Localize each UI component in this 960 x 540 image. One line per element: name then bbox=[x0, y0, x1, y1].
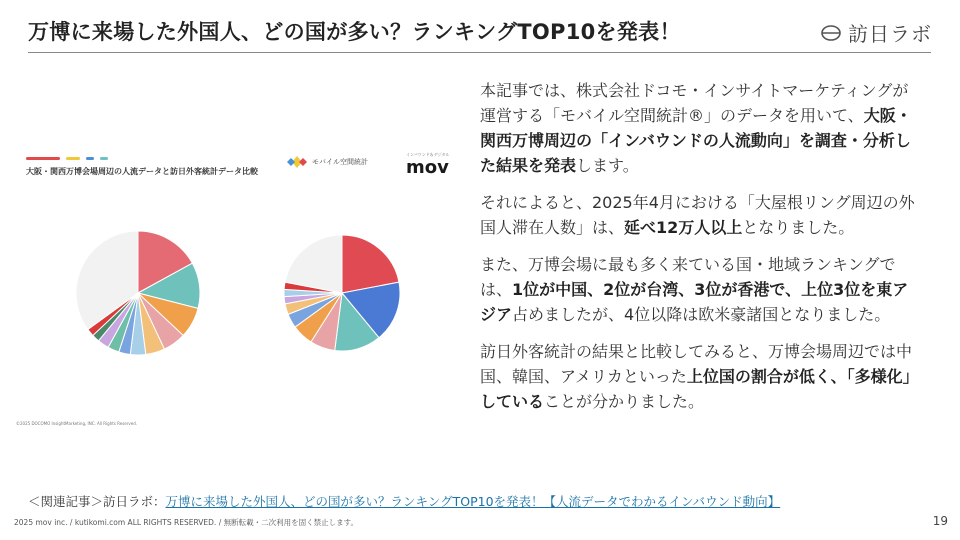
brand-name: 訪日ラボ bbox=[848, 22, 932, 46]
figure-title: 大阪・関西万博会場周辺の人流データと訪日外客統計データ比較 bbox=[26, 167, 258, 176]
stripe-2 bbox=[66, 157, 80, 160]
paragraph-4: 訪日外客統計の結果と比較してみると、万博会場周辺では中国、韓国、アメリカといった上位国の割合が低く、「多様化」していることが分かりました。 bbox=[480, 342, 919, 411]
header-divider bbox=[28, 52, 931, 53]
stripe-3 bbox=[86, 157, 94, 160]
related-article-link[interactable]: 万博に来場した外国人、どの国が多い？ランキングTOP10を発表！【人流データでわかるインバウンド動向】 bbox=[165, 494, 781, 509]
mov-logo-tagline: インバウンド＆デジタル bbox=[406, 152, 450, 157]
stripe-1 bbox=[26, 157, 60, 160]
mov-logo bbox=[406, 152, 449, 178]
paragraph-3: また、万博会場に最も多く来ている国・地域ランキングでは、1位が中国、2位が台湾、3位が香港で、上位3位を東アジア占めましたが、4位以降は欧米豪諸国となりました。 bbox=[480, 255, 909, 324]
pie-charts bbox=[20, 180, 460, 420]
paragraph-2: それによると、2025年4月における「大屋根リング周辺の外国人滞在人数」は、延べ12万人以上となりました。 bbox=[480, 193, 915, 237]
header bbox=[28, 12, 960, 52]
figure bbox=[16, 140, 460, 440]
page-title: 万博に来場した外国人、どの国が多い？ランキングTOP10を発表！ bbox=[28, 20, 681, 44]
footer-copyright: 2025 mov inc. / kutikomi.com ALL RIGHTS RESERVED. / 無断転載・二次利用を固く禁止します。 bbox=[14, 518, 359, 527]
stripe-4 bbox=[100, 157, 108, 160]
mobile-spatial-icon bbox=[286, 155, 308, 169]
page-number: 19 bbox=[932, 514, 948, 528]
mov-logo-text: mov bbox=[406, 157, 449, 178]
figure-color-stripes bbox=[26, 157, 108, 160]
paragraph-1: 本記事では、株式会社ドコモ・インサイトマーケティングが運営する「モバイル空間統計®」のデータを用いて、大阪・関西万博周辺の「インバウンドの人流動向」を調査・分析した結果を発表します。 bbox=[480, 81, 912, 175]
related-prefix: ＜関連記事＞訪日ラボ： bbox=[28, 494, 166, 509]
mobile-spatial-logo-text: モバイル空間統計 bbox=[312, 158, 368, 166]
brand-icon bbox=[820, 24, 842, 42]
mobile-spatial-logo bbox=[286, 155, 368, 169]
article-summary bbox=[480, 78, 920, 426]
figure-copyright: ©2025 DOCOMO InsightMarketing, INC. All Rights Reserved. bbox=[16, 421, 138, 426]
related-article bbox=[28, 492, 780, 510]
brand-logo bbox=[820, 18, 932, 47]
